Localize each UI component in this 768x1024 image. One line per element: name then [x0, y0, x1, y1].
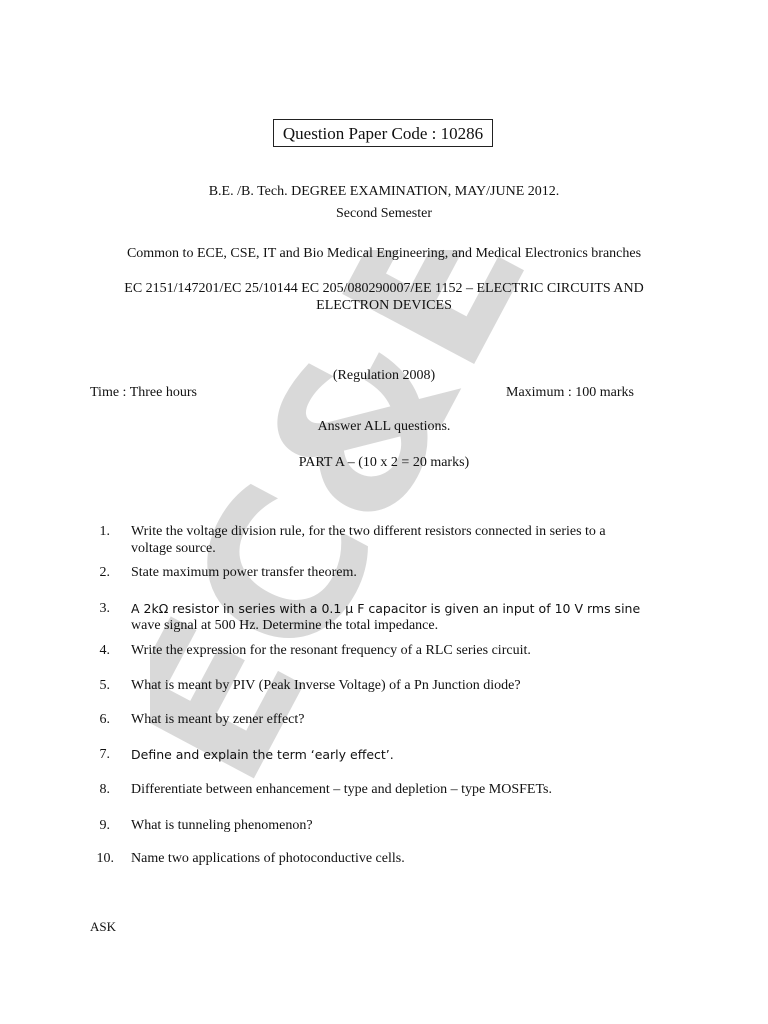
semester: Second Semester — [335, 206, 433, 221]
watermark-text: EC&ED — [150, 250, 655, 810]
question-text: Differentiate between enhancement – type and depletion – type MOSFETs. — [131, 782, 552, 797]
question-text: Name two applications of photoconductive cells. — [131, 851, 405, 866]
question-number: 10. — [96, 851, 114, 866]
question-number: 2. — [99, 565, 110, 580]
course-title-line1: EC 2151/147201/EC 25/10144 EC 205/080290007/EE 1152 – ELECTRIC CIRCUITS AND — [124, 281, 644, 296]
question-number: 4. — [99, 643, 110, 658]
question-number: 6. — [99, 712, 110, 727]
question-number: 9. — [99, 818, 110, 833]
question-text: What is tunneling phenomenon? — [131, 818, 313, 833]
question-text-continued: wave signal at 500 Hz. Determine the total impedance. — [131, 618, 439, 633]
question-number: 3. — [99, 601, 110, 616]
footer-initials: ASK — [90, 919, 117, 934]
question-text: Write the voltage division rule, for the two different resistors connected in series to a — [131, 524, 606, 539]
question-text: Define and explain the term ‘early effect’. — [131, 747, 394, 762]
exam-title: B.E. /B. Tech. DEGREE EXAMINATION, MAY/JUNE 2012. — [208, 184, 560, 199]
maximum-marks: Maximum : 100 marks — [506, 385, 634, 400]
question-text: A 2kΩ resistor in series with a 0.1 μ F capacitor is given an input of 10 V rms sine — [131, 601, 641, 616]
instruction: Answer ALL questions. — [317, 419, 451, 434]
question-text: Write the expression for the resonant frequency of a RLC series circuit. — [131, 643, 531, 658]
question-text-continued: voltage source. — [131, 541, 216, 556]
question-number: 5. — [99, 678, 110, 693]
question-number: 8. — [99, 782, 110, 797]
question-text: What is meant by zener effect? — [131, 712, 305, 727]
question-number: 7. — [99, 747, 110, 762]
question-text: State maximum power transfer theorem. — [131, 565, 357, 580]
part-a-title: PART A – (10 x 2 = 20 marks) — [298, 455, 470, 470]
common-to-branches: Common to ECE, CSE, IT and Bio Medical Engineering, and Medical Electronics branches — [126, 246, 642, 261]
course-title-line2: ELECTRON DEVICES — [316, 298, 452, 313]
exam-duration: Time : Three hours — [90, 385, 197, 400]
question-number: 1. — [99, 524, 110, 539]
question-text: What is meant by PIV (Peak Inverse Voltage) of a Pn Junction diode? — [131, 678, 521, 693]
question-paper-code: Question Paper Code : 10286 — [273, 119, 493, 147]
regulation: (Regulation 2008) — [332, 368, 436, 383]
